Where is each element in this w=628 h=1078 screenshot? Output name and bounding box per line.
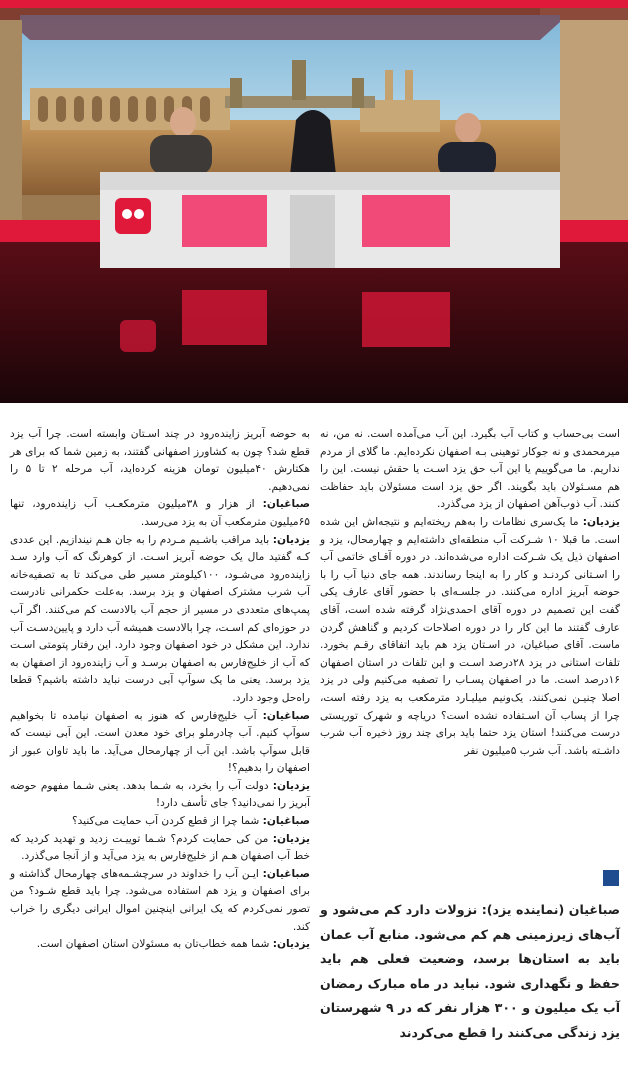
article-column-right [320, 426, 620, 760]
speaker-label: صباغیان: [262, 815, 310, 828]
paragraph: صباغیان: آب خلیج‌فارس که هنوز به اصفهان نیامده تا بخواهیم سوآپ کنیم. آب چادرملو برای خود معدن است. این آبی نیست که قابل سوآپ باشد. این آب از چهارمحال می‌آید. ما باید تاوان عبور از اصفهان را بدهیم؟! [10, 709, 310, 775]
speaker-label: یزدیان: [272, 832, 310, 845]
article-column-left [10, 426, 310, 954]
speaker-label: یزدیان: [272, 533, 310, 546]
paragraph: به حوضه آبریز زاینده‌رود در چند اسـتان وابسته است. چرا آب یزد قطع شد؟ چون به کشاورز اصفهانی گفتند، به زمین شما که برای هر هکتارش ۴۰میلیون تومان هزینه کرده‌اید، آب مرحله ۲ تا ۵ را نمی‌دهیم. [10, 428, 310, 493]
speaker-label: یزدیان: [272, 938, 310, 951]
paragraph: یزدیان: باید مراقب باشـیم مـردم را به جان هـم نیندازیم. این عددی کـه گفتید مال یک حوضه آبریز اسـت. از کوهرنگ که آب وارد سـد زاینده‌رود می‌شـود، ۱۰۰کیلومتر مسیر طی می‌کند تا به تصفیه‌خانه آب شرب مشترک اصفهان و یزد برسد. به‌علت حکمرانی نادرست پمپ‌های متعددی در مسیر از حجم آب بالادست کم می‌کنند. اگر آب در حوزه‌ای کم اسـت، چرا بالادست همیشه آب دارد و پایین‌دسـت آب ندارد. این مشکل در خود اصفهان وجود دارد. این رفتار پتومتی اسـت که آب از خلیج‌فارس به اصفهان برسـد و آب زاینده‌رود از اصفهان به یزد برسد. یعنی ما یک سوآپ آبی درست نباید داشته باشیم؟ قطعا راه‌حل وجود دارد. [10, 533, 310, 704]
speaker-label: صباغیان: [262, 498, 311, 511]
paragraph: یزدیان: ما یک‌سری نظامات را به‌هم ریخته‌ایم و نتیجه‌اش این شده است. ما قبلا ۱۰ شـرکت آب منطقه‌ای داشته‌ایم و چهارمحال، یزد و اصفهان ذیل یک شـرکت اداره می‌شده‌اند. در دوره آقـای خاتمی آب را اسـتانی کردنـد و کار را به اینجا رساندند. همه جای دنیا آب را با حوضه آبریز اداره می‌کنند. در جلسـه‌ای با حضور آقای عارف یکی گفت این تصمیم در دوره آقای احمدی‌نژاد گرفته شده است، آقای عارف گفتند ما این کار را در دوره اصلاحات کردیم و گناهش گردن ماست. آقای صباغیان، در اسـتان یزد هم باید اتفاقای رقـم بخورد. تلفات استانی در یزد ۲۸درصد اسـت و این تلفات در استان اصفهان ۱۶درصد است. ما در اصفهان پسـاب را تصفیه می‌کنیم ولی در یزد اصلا چنیـن نمی‌کنند. یک‌ونیم میلیـارد مترمکعب به یزد رفته است، چرا از پساب آن اسـتفاده نشده است؟ دریاچه و شهرک توریستی درست می‌کنند! استان یزد حتما باید برای چند روز ذخیره آب شرب داشـته باشد. آب شرب ۵میلیون نفر [320, 515, 620, 757]
paragraph: یزدیان: شما همه خطاب‌تان به مسئولان استان اصفهان است. [36, 938, 310, 951]
news-photo-icon [0, 0, 628, 403]
paragraph: است بی‌حساب و کتاب آب بگیرد. این آب می‌آمده است. نه من، نه میرمحمدی و نه جوکار توهینی بـه اصفهان نکرده‌ایم. ما گلای از مردم نداریم. ما می‌گوییم یا این آب حق یزد اسـت یا حقش نیست. این را هم مسـئولان باید بگویند. اگر حق یزد است مسئولان باید حفاظت کنند. آب ذوب‌آهن اصفهان از یزد می‌گذرد. [320, 428, 620, 511]
paragraph: یزدیان: من کی حمایت کردم؟ شـما توییـت زدید و تهدید کردید که خط آب اصفهان هـم از خلیج‌فارس به یزد می‌آید و از آنجا می‌گذرد. [10, 832, 310, 863]
speaker-label: یزدیان: [582, 515, 620, 528]
paragraph: صباغیان: شما چرا از قطع کردن آب حمایت می‌کنید؟ [71, 815, 310, 828]
pullquote-marker-icon [603, 870, 619, 886]
paragraph: صباغیان: از هزار و ۳۸میلیون مترمکعـب آب زاینده‌رود، تنها ۶۵میلیون مترمکعب آن به یزد می‌رسد. [10, 498, 311, 528]
speaker-label: صباغیان: [262, 709, 310, 722]
studio-photo [0, 0, 628, 403]
speaker-label: صباغیان: [262, 867, 310, 880]
pullquote-headline: صباغیان (نماینده یزد): نزولات دارد کم می‌شود و آب‌های زیرزمینی هم کم می‌شود. منابع آب عمان باید به استان‌ها برسد، وضعیت فعلی هم باید حفظ و نگهداری شود. نباید در ماه مبارک رمضان آب یک میلیون و ۳۰۰ هزار نفر که در ۹ شهرستان یزد زندگی می‌کنند را قطع می‌کردند [320, 902, 621, 1040]
speaker-label: یزدیان: [272, 779, 310, 792]
paragraph: صباغیان: ایـن آب را خداوند در سرچشـمه‌های چهارمحال گذاشته و برای اصفهان و یزد هم استفاده می‌شود. چرا باید قطع شـود؟ من تصور نمی‌کردم که یک ایرانی اینچنین اموال ایرانی دیگری را خراب کند. [10, 867, 310, 933]
paragraph: یزدیان: دولت آب را بخرد، به شـما بدهد. یعنی شـما مفهوم حوضه آبریز را نمی‌دانید؟ جای تأسف دارد! [10, 779, 310, 810]
